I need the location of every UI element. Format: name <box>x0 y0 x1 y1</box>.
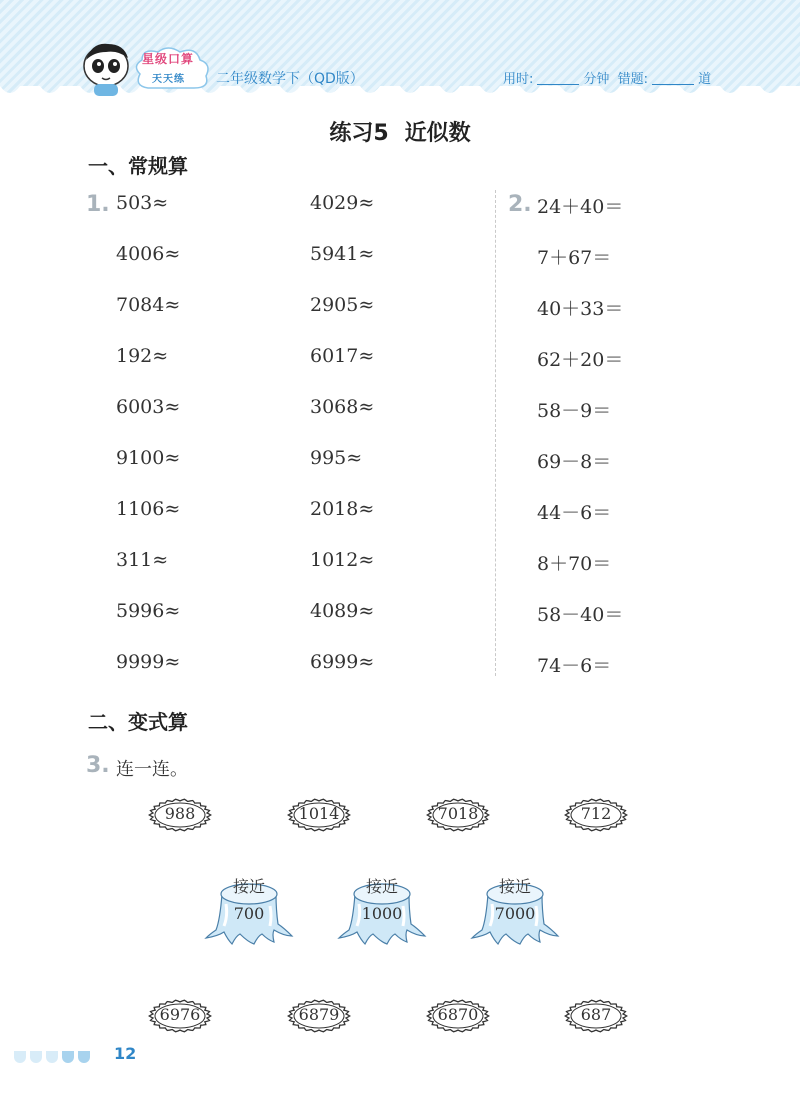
q1-expression-8: 311≈ <box>116 549 169 571</box>
q1-expression-7: 1106≈ <box>116 498 181 520</box>
column-divider <box>495 190 496 676</box>
top-number-oval-4[interactable] <box>564 797 628 833</box>
oval-number: 712 <box>580 804 612 823</box>
oval-number: 7018 <box>437 804 479 823</box>
stump-value: 7000 <box>494 904 536 923</box>
question-number-2: 2. <box>508 192 532 217</box>
tree-stump-1[interactable] <box>204 870 294 950</box>
tree-stump-3[interactable] <box>470 870 560 950</box>
page-number: 12 <box>114 1044 137 1063</box>
q1-expression-b-10: 6999≈ <box>310 651 375 673</box>
q2-expression-8: 8＋70＝ <box>537 553 612 575</box>
q1-expression-b-6: 995≈ <box>310 447 363 469</box>
top-number-oval-1[interactable] <box>148 797 212 833</box>
q1-expression-2: 4006≈ <box>116 243 181 265</box>
q1-expression-3: 7084≈ <box>116 294 181 316</box>
q1-expression-b-2: 5941≈ <box>310 243 375 265</box>
q2-expression-3: 40＋33＝ <box>537 298 624 320</box>
oval-number: 988 <box>164 804 196 823</box>
q2-expression-6: 69－8＝ <box>537 451 612 473</box>
time-label: 用时: <box>503 72 534 87</box>
page-title <box>0 116 800 147</box>
q1-expression-4: 192≈ <box>116 345 169 367</box>
q1-expression-b-8: 1012≈ <box>310 549 375 571</box>
logo-title: 星级口算 <box>142 52 195 66</box>
oval-number: 6870 <box>437 1005 479 1024</box>
q1-expression-b-4: 6017≈ <box>310 345 375 367</box>
logo-subtitle: 天天练 <box>152 74 185 85</box>
q1-expression-6: 9100≈ <box>116 447 181 469</box>
errors-blank[interactable] <box>652 73 694 85</box>
q2-expression-2: 7＋67＝ <box>537 247 612 269</box>
stump-label: 接近 <box>232 877 265 896</box>
mascot-icon <box>78 40 134 98</box>
q1-expression-b-3: 2905≈ <box>310 294 375 316</box>
stump-value: 700 <box>233 904 265 923</box>
exercise-topic: 近似数 <box>404 121 471 146</box>
time-errors-record <box>503 68 711 87</box>
tree-stump-2[interactable] <box>337 870 427 950</box>
oval-number: 687 <box>580 1005 612 1024</box>
stump-value: 1000 <box>361 904 403 923</box>
section-heading-regular: 一、常规算 <box>88 154 188 178</box>
q2-expression-1: 24＋40＝ <box>537 196 624 218</box>
book-title: 二年级数学下（QD版） <box>216 71 364 87</box>
question-3-instruction: 连一连。 <box>116 759 188 780</box>
errors-label: 错题: <box>617 72 649 87</box>
oval-number: 1014 <box>298 804 340 823</box>
q1-expression-b-9: 4089≈ <box>310 600 375 622</box>
bottom-number-oval-1[interactable] <box>148 998 212 1034</box>
question-number-1: 1. <box>86 192 110 217</box>
top-number-oval-2[interactable] <box>287 797 351 833</box>
q2-expression-7: 44－6＝ <box>537 502 612 524</box>
bottom-number-oval-3[interactable] <box>426 998 490 1034</box>
top-number-oval-3[interactable] <box>426 797 490 833</box>
question-number-3: 3. <box>86 753 110 778</box>
q1-expression-b-1: 4029≈ <box>310 192 375 214</box>
bottom-number-oval-4[interactable] <box>564 998 628 1034</box>
q2-expression-4: 62＋20＝ <box>537 349 624 371</box>
q1-expression-5: 6003≈ <box>116 396 181 418</box>
stump-label: 接近 <box>498 877 531 896</box>
errors-unit: 道 <box>698 72 712 87</box>
exercise-number: 练习5 <box>329 121 389 146</box>
q2-expression-9: 58－40＝ <box>537 604 624 626</box>
q1-expression-b-5: 3068≈ <box>310 396 375 418</box>
q1-expression-b-7: 2018≈ <box>310 498 375 520</box>
q1-expression-1: 503≈ <box>116 192 169 214</box>
footer-decoration <box>14 1048 94 1067</box>
bottom-number-oval-2[interactable] <box>287 998 351 1034</box>
oval-number: 6976 <box>159 1005 201 1024</box>
time-unit: 分钟 <box>583 72 610 87</box>
q1-expression-10: 9999≈ <box>116 651 181 673</box>
stump-label: 接近 <box>365 877 398 896</box>
q2-expression-10: 74－6＝ <box>537 655 612 677</box>
time-blank[interactable] <box>537 73 579 85</box>
oval-number: 6879 <box>298 1005 340 1024</box>
q2-expression-5: 58－9＝ <box>537 400 612 422</box>
section-heading-variant: 二、变式算 <box>88 710 188 734</box>
q1-expression-9: 5996≈ <box>116 600 181 622</box>
